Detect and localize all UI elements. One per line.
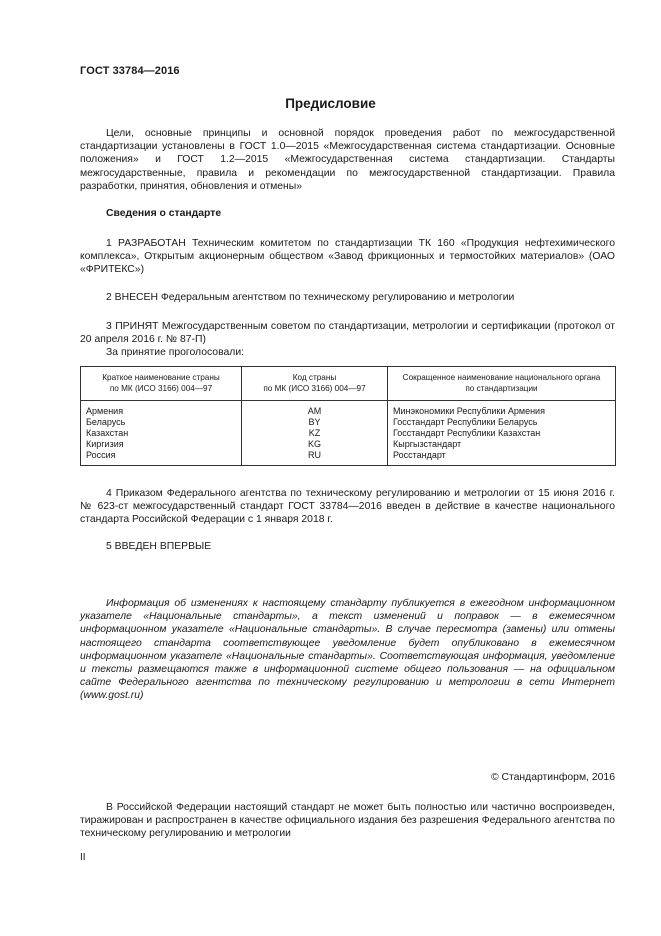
copyright-line: © Стандартинформ, 2016 <box>490 772 615 783</box>
body-cell: Росстандарт <box>388 450 616 466</box>
info-heading: Сведения о стандарте <box>106 208 222 219</box>
body-cell: Кыргызстандарт <box>388 439 616 450</box>
table-row <box>81 401 616 418</box>
header-code <box>242 367 388 401</box>
code-cell: KZ <box>242 428 388 439</box>
code-cell: BY <box>242 417 388 428</box>
table-header-row <box>81 367 616 401</box>
body-cell: Минэкономики Республики Армения <box>388 401 616 418</box>
body-cell: Госстандарт Республики Беларусь <box>388 417 616 428</box>
item-first-introduced: 5 ВВЕДЕН ВПЕРВЫЕ <box>106 541 212 552</box>
table-row <box>81 428 616 439</box>
item-enacted: 4 Приказом Федерального агентства по техническому регулированию и метрологии от 15 июня 2016 г. № 623-ст межгосударственный стандарт ГОСТ 33784—2016 введен в действие в качестве национального стандарта Российской Федерации с 1 января 2018 г. <box>80 488 615 526</box>
amendments-notice: Информация об изменениях к настоящему стандарту публикуется в ежегодном информационном указателе «Национальные стандарты», а текст изменений и поправок — в ежемесячном информационном указателе «Национальные стандарты». В случае пересмотра (замены) или отмены настоящего стандарта соответствующее уведомление будет опубликовано в ежемесячном информационном указателе «Национальные стандарты». Соответствующая информация, уведомление и тексты размещаются также в информационной системе общего пользования — на официальном сайте Федерального агентства по техническому регулированию и метрологии в сети Интернет (www.gost.ru) <box>80 598 615 702</box>
table-row <box>81 450 616 466</box>
body-cell: Госстандарт Республики Казахстан <box>388 428 616 439</box>
header-country-line1: Краткое наименование страны <box>102 373 220 382</box>
header-country <box>81 367 242 401</box>
page-number: II <box>80 852 86 863</box>
country-cell: Беларусь <box>81 417 242 428</box>
header-body-line1: Сокращенное наименование национального органа <box>402 373 601 382</box>
voting-table <box>80 366 616 466</box>
header-body <box>388 367 616 401</box>
vote-caption: За принятие проголосовали: <box>106 347 245 358</box>
code-cell: AM <box>242 401 388 418</box>
reproduction-notice: В Российской Федерации настоящий стандарт не может быть полностью или частично воспроизведен, тиражирован и распространен в качестве официального издания без разрешения Федерального агентства по техническому регулированию и метрологии <box>80 802 615 840</box>
table-row <box>81 417 616 428</box>
item-adopted: 3 ПРИНЯТ Межгосударственным советом по стандартизации, метрологии и сертификации (протокол от 20 апреля 2016 г. № 87-П) <box>80 321 615 346</box>
country-cell: Киргизия <box>81 439 242 450</box>
document-code-header: ГОСТ 33784—2016 <box>80 65 180 77</box>
code-cell: RU <box>242 450 388 466</box>
item-submitted: 2 ВНЕСЕН Федеральным агентством по техническому регулированию и метрологии <box>106 292 515 303</box>
header-country-line2: по МК (ИСО 3166) 004—97 <box>109 384 213 393</box>
intro-paragraph: Цели, основные принципы и основной порядок проведения работ по межгосударственной стандартизации установлены в ГОСТ 1.0—2015 «Межгосударственная система стандартизации. Основные положения» и ГОСТ 1.2—2015 «Межгосударственная система стандартизации. Стандарты межгосударственные, правила и рекомендации по межгосударственной стандартизации. Правила разработки, принятия, обновления и отмены» <box>80 128 615 192</box>
code-cell: KG <box>242 439 388 450</box>
header-body-line2: по стандартизации <box>465 384 538 393</box>
item-developed: 1 РАЗРАБОТАН Техническим комитетом по стандартизации ТК 160 «Продукция нефтехимического комплекса», Открытым акционерным обществом «Завод фрикционных и термостойких материалов» (ОАО «ФРИТЕКС») <box>80 238 615 276</box>
country-cell: Армения <box>81 401 242 418</box>
country-cell: Россия <box>81 450 242 466</box>
header-code-line2: по МК (ИСО 3166) 004—97 <box>263 384 366 393</box>
page-title: Предисловие <box>285 96 376 111</box>
country-cell: Казахстан <box>81 428 242 439</box>
header-code-line1: Код страны <box>292 373 337 382</box>
table-row <box>81 439 616 450</box>
